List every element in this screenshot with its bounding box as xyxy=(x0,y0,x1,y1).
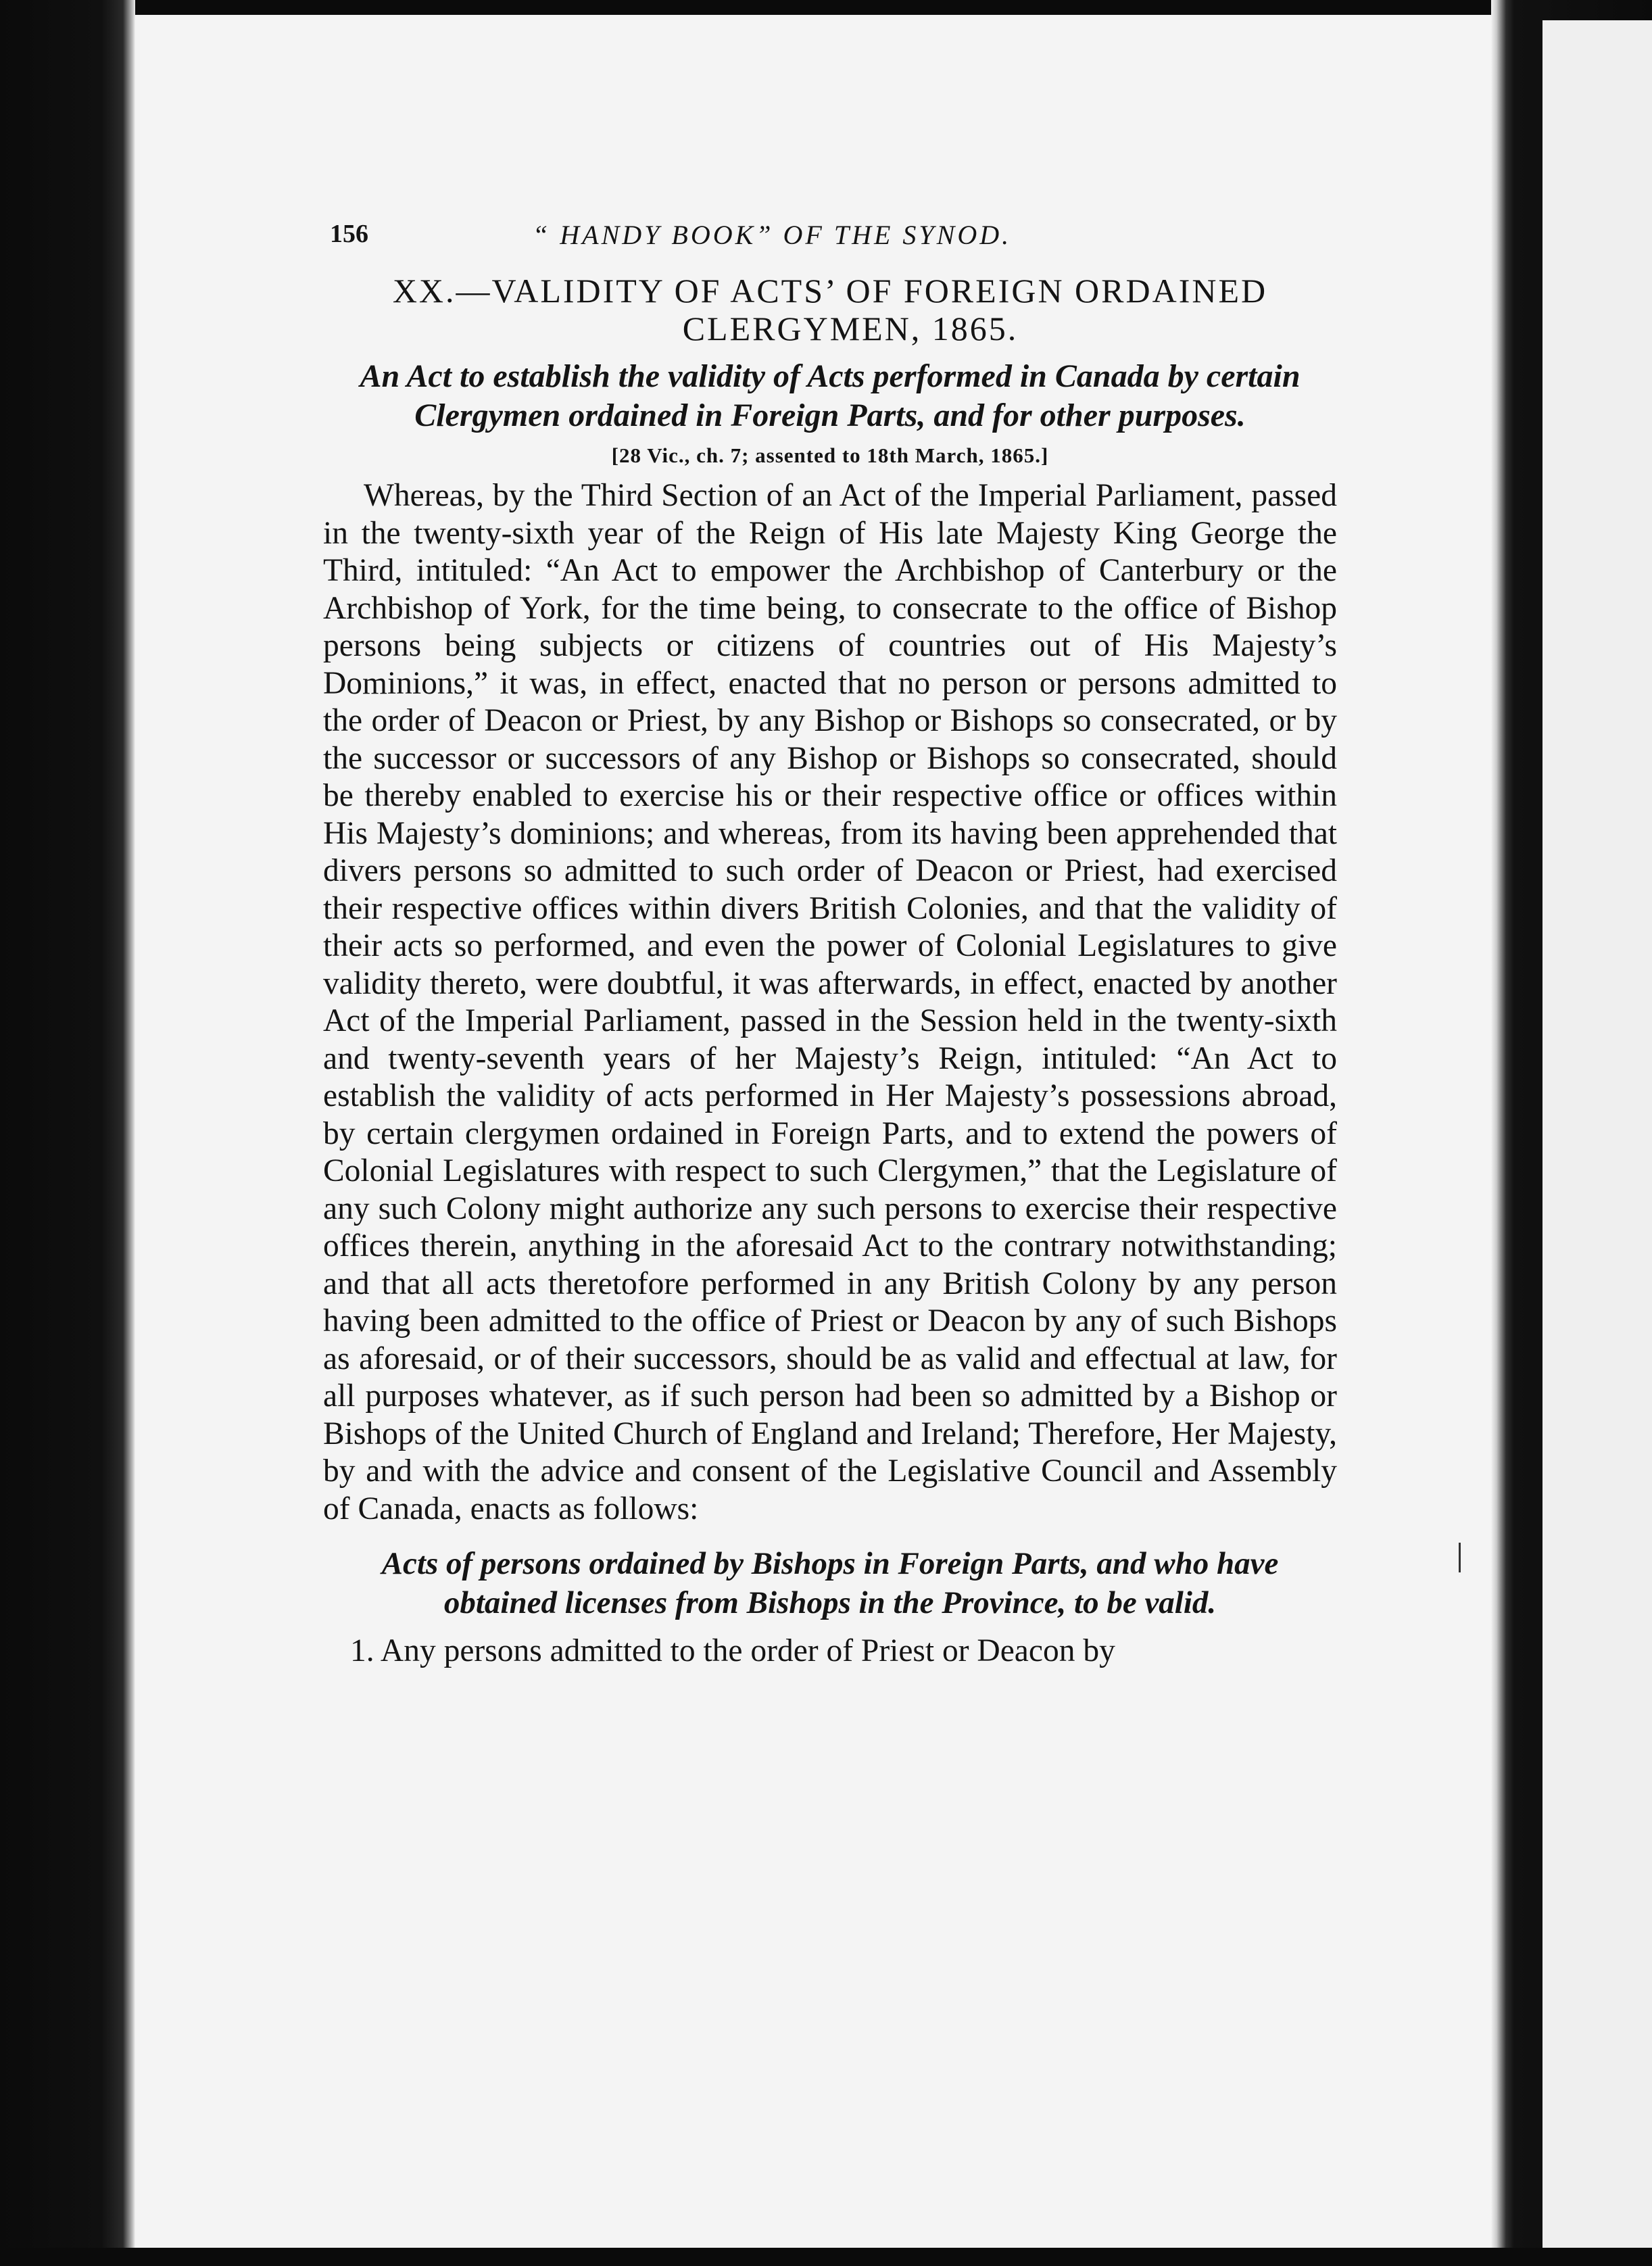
book-title-header: “ HANDY BOOK” OF THE SYNOD. xyxy=(533,220,1012,250)
scan-border-bottom xyxy=(0,2248,1652,2266)
margin-mark xyxy=(1459,1543,1461,1572)
adjacent-page-edge xyxy=(1542,20,1652,2251)
page-text-block xyxy=(323,215,1337,1670)
marginal-subheading: Acts of persons ordained by Bishops in Foreign Parts, and who have obtained licenses from Bishops in the Province, to be valid. xyxy=(381,1546,1279,1620)
clause-number: 1. xyxy=(350,1633,374,1668)
running-head xyxy=(323,215,1337,272)
act-title: An Act to establish the validity of Acts performed in Canada by certain Clergymen ordained in Foreign Parts, and for other purposes. xyxy=(360,358,1301,433)
preamble-paragraph: Whereas, by the Third Section of an Act of the Imperial Parliament, passed in the twenty-sixth year of the Reign of His late Majesty King George the Third, intituled: “An Act to empower the Archbishop of Canterbury or the Archbishop of York, for the time being, to consecrate to the office of Bishop persons being subjects or citizens of countries out of His Majesty’s Dominions,” it was, in effect, enacted that no person or persons admitted to the order of Deacon or Priest, by any Bishop or Bishops so consecrated, or by the successor or successors of any Bishop or Bishops so consecrated, should be thereby enabled to exercise his or their respective office or offices within His Majesty’s dominions; and whereas, from its having been apprehended that divers persons so admitted to such order of Deacon or Priest, had exercised their respective offices within divers British Colonies, and that the validity of their acts so performed, and even the power of Colonial Legislatures to give validity thereto, were doubtful, it was afterwards, in effect, enacted by another Act of the Imperial Parliament, passed in the Session held in the twenty-sixth and twenty-seventh years of her Majesty’s Reign, intituled: “An Act to establish the validity of acts performed in Her Majesty’s possessions abroad, by certain clergymen ordained in Foreign Parts, and to extend the powers of Colonial Legislatures with respect to such Clergymen,” that the Legislature of any such Colony might authorize any such persons to exercise their respective offices therein, anything in the aforesaid Act to the contrary notwithstanding; and that all acts theretofore performed in any British Colony by any person having been admitted to the office of Priest or Deacon by any of such Bishops as aforesaid, or of their successors, should be as valid and effectual at law, for all purposes whatever, as if such person had been so admitted by a Bishop or Bishops of the United Church of England and Ireland; Therefore, Her Majesty, by and with the advice and consent of the Legislative Council and Assembly of Canada, enacts as follows: xyxy=(323,478,1337,1526)
scan-border-left xyxy=(0,0,135,2266)
section-title: XX.—VALIDITY OF ACTS’ OF FOREIGN ORDAINED CLERGYMEN, 1865. xyxy=(392,272,1268,347)
clause-text: Any persons admitted to the order of Priest or Deacon by xyxy=(380,1633,1115,1668)
scan-border-top xyxy=(0,0,1652,15)
statute-citation: [28 Vic., ch. 7; assented to 18th March, 1865.] xyxy=(611,443,1049,467)
page-number: 156 xyxy=(330,220,368,248)
clause-1 xyxy=(323,1632,1337,1670)
